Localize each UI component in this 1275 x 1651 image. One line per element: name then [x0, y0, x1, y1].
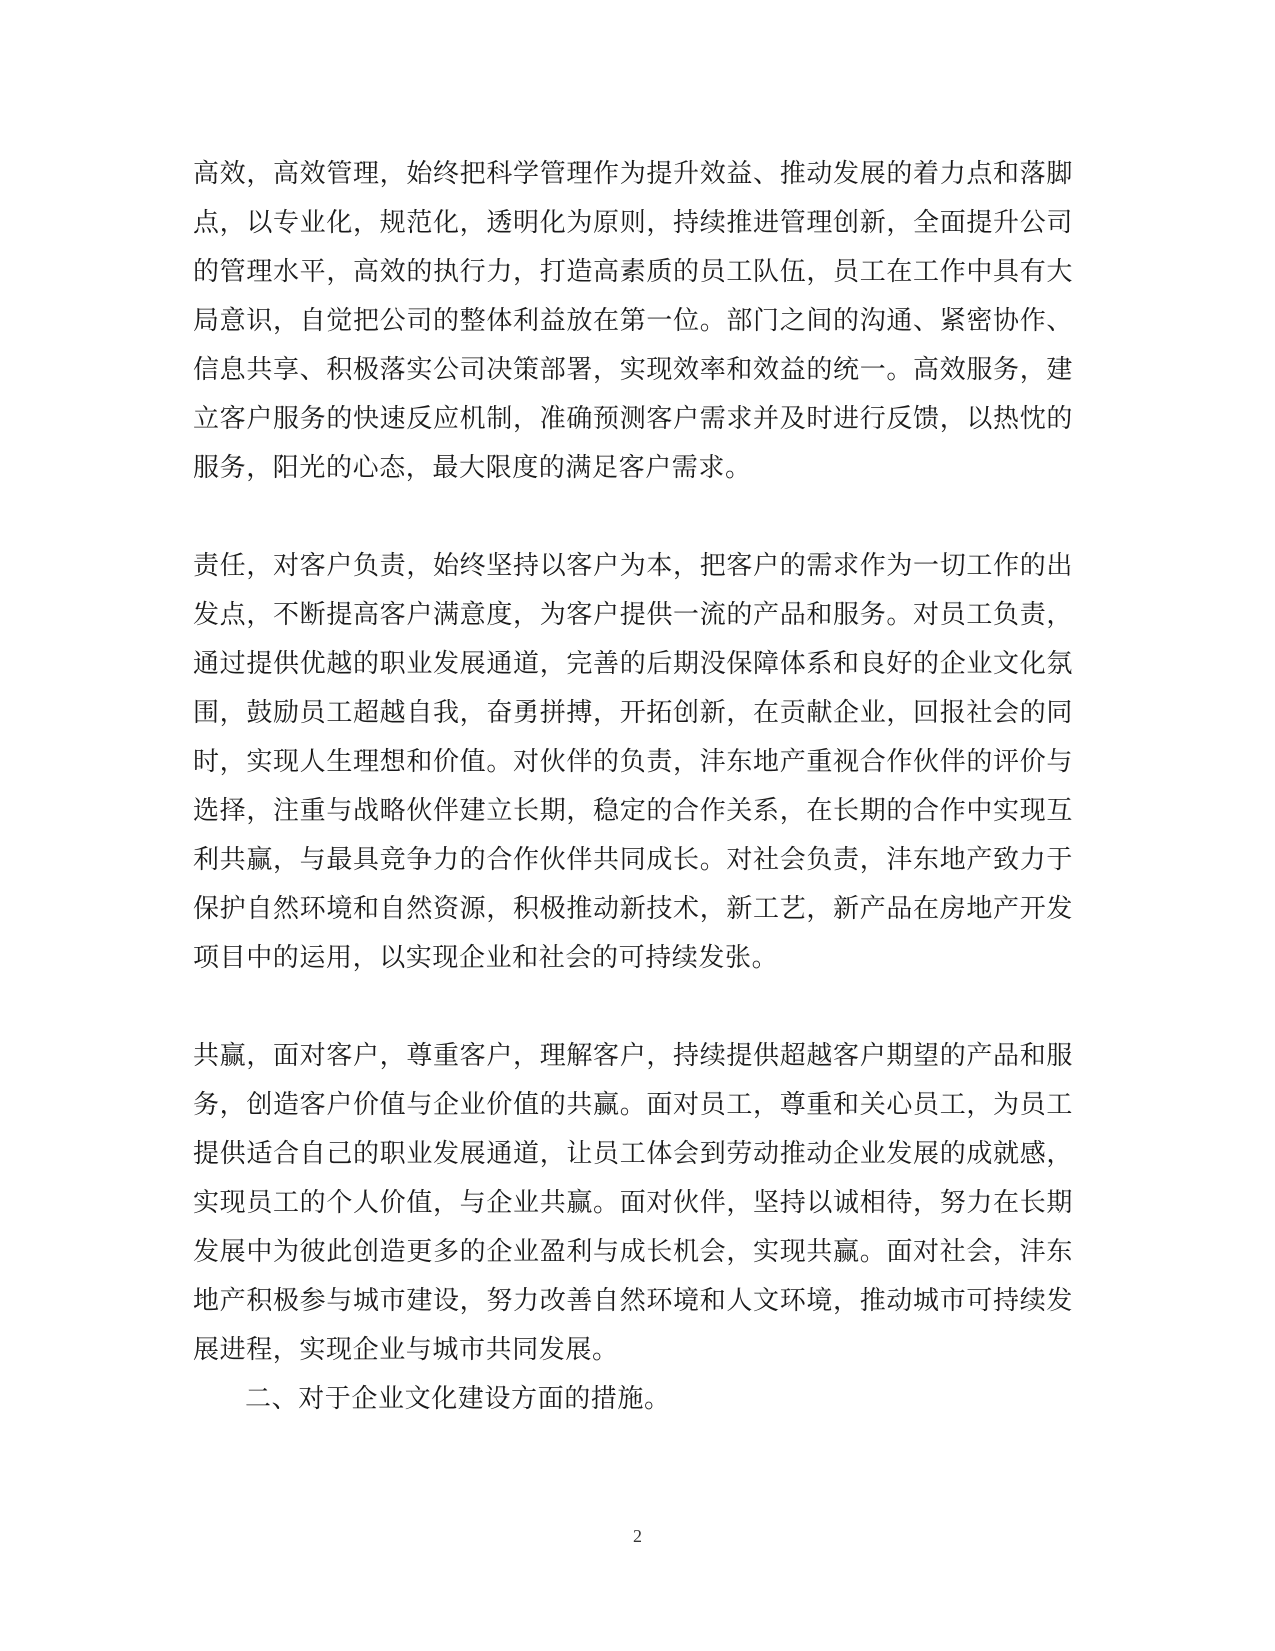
page-number: 2: [633, 1526, 642, 1546]
section-heading: 二、对于企业文化建设方面的措施。: [245, 1384, 671, 1414]
paragraph-responsibility: 责任，对客户负责，始终坚持以客户为本，把客户的需求作为一切工作的出发点，不断提高客户满意度，为客户提供一流的产品和服务。对员工负责，通过提供优越的职业发展通道，完善的后期没保障体系和良好的企业文化氛围，鼓励员工超越自我，奋勇拼搏，开拓创新，在贡献企业，回报社会的同时，实现人生理想和价值。对伙伴的负责，沣东地产重视合作伙伴的评价与选择，注重与战略伙伴建立长期，稳定的合作关系，在长期的合作中实现互利共赢，与最具竞争力的合作伙伴共同成长。对社会负责，沣东地产致力于保护自然环境和自然资源，积极推动新技术，新工艺，新产品在房地产开发项目中的运用，以实现企业和社会的可持续发张。: [193, 551, 1073, 973]
paragraph-win-win: 共赢，面对客户，尊重客户，理解客户，持续提供超越客户期望的产品和服务，创造客户价值与企业价值的共赢。面对员工，尊重和关心员工，为员工提供适合自己的职业发展通道，让员工体会到劳动推动企业发展的成就感，实现员工的个人价值，与企业共赢。面对伙伴，坚持以诚相待，努力在长期发展中为彼此创造更多的企业盈利与成长机会，实现共赢。面对社会，沣东地产积极参与城市建设，努力改善自然环境和人文环境，推动城市可持续发展进程，实现企业与城市共同发展。: [193, 1041, 1073, 1365]
paragraph-efficiency: 高效，高效管理，始终把科学管理作为提升效益、推动发展的着力点和落脚点，以专业化，规范化，透明化为原则，持续推进管理创新，全面提升公司的管理水平，高效的执行力，打造高素质的员工队伍，员工在工作中具有大局意识，自觉把公司的整体利益放在第一位。部门之间的沟通、紧密协作、信息共享、积极落实公司决策部署，实现效率和效益的统一。高效服务，建立客户服务的快速反应机制，准确预测客户需求并及时进行反馈，以热忱的服务，阳光的心态，最大限度的满足客户需求。: [193, 159, 1073, 483]
document-body: [193, 150, 1073, 1424]
